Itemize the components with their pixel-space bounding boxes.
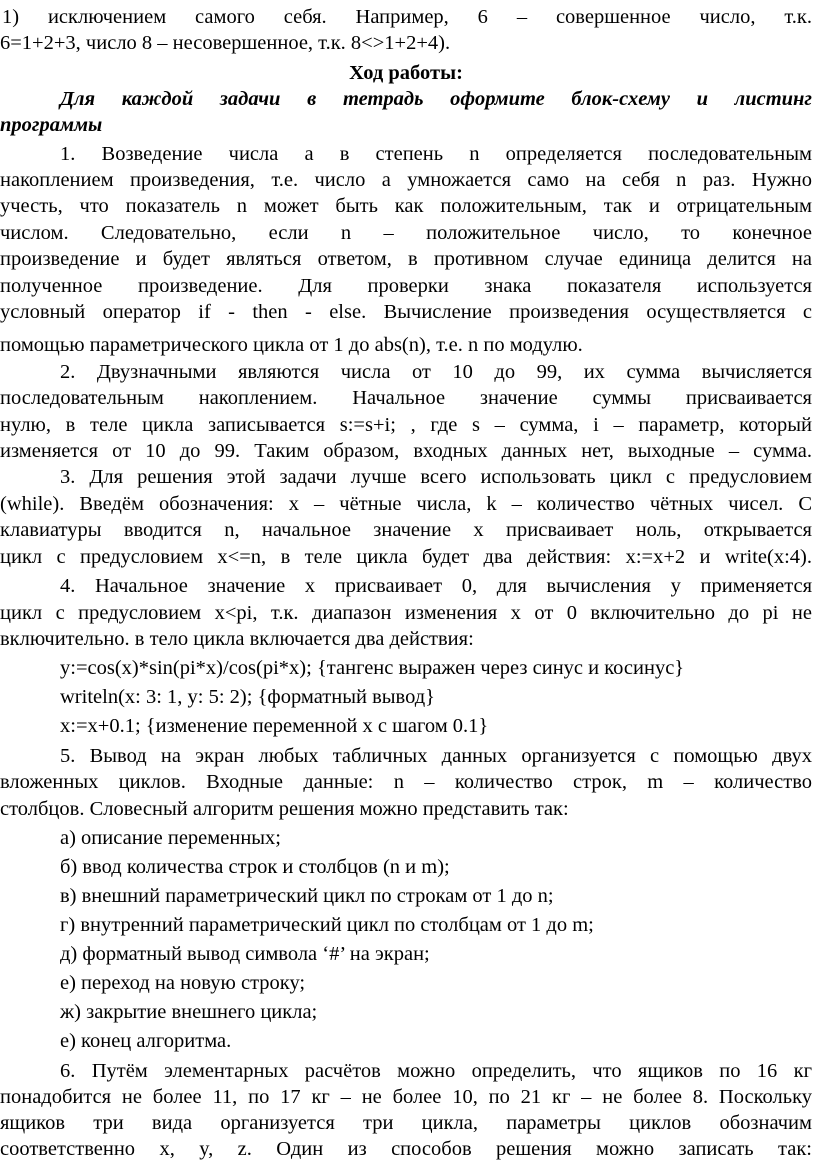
paragraph-4-line: 4. Начальное значение x присваивает 0, для вычисления y применяется	[60, 575, 812, 597]
code-line: writeln(x: 3: 1, y: 5: 2); {форматный вывод}	[60, 686, 436, 708]
paragraph-2-line: 2. Двузначными являются числа от 10 до 99, их сумма вычисляется	[60, 361, 812, 383]
code-line: y:=cos(x)*sin(pi*x)/cos(pi*x); {тангенс выражен через синус и косинус}	[60, 657, 685, 679]
list-item: г) внутренний параметрический цикл по столбцам от 1 до m;	[60, 914, 594, 936]
paragraph-4-line: включительно. в тело цикла включается два действия:	[0, 628, 474, 650]
paragraph-4-line: цикл с предусловием x<pi, т.к. диапазон изменения x от 0 включительно до pi не	[0, 602, 812, 624]
list-item: б) ввод количества строк и столбцов (n и m);	[60, 856, 450, 878]
paragraph-2-line: нулю, в теле цикла записывается s:=s+i; , где s – сумма, i – параметр, который	[0, 414, 812, 436]
list-item: в) внешний параметрический цикл по строкам от 1 до n;	[60, 885, 554, 907]
task-instruction: программы	[0, 114, 103, 136]
list-item: е) конец алгоритма.	[60, 1030, 232, 1052]
paragraph-3-line: 3. Для решения этой задачи лучше всего использовать цикл с предусловием	[60, 466, 812, 488]
paragraph-1-line: 1. Возведение числа a в степень n определяется последовательным	[60, 143, 812, 165]
paragraph-5-line: столбцов. Словесный алгоритм решения можно представить так:	[0, 798, 569, 820]
paragraph-1-line: числом. Следовательно, если n – положительное число, то конечное	[0, 222, 812, 244]
paragraph-5-line: вложенных циклов. Входные данные: n – количество строк, m – количество	[0, 771, 812, 793]
section-heading: Ход работы:	[349, 62, 463, 84]
paragraph-2-line: последовательным накоплением. Начальное значение суммы присваивается	[0, 387, 812, 409]
list-item: а) описание переменных;	[60, 827, 282, 849]
paragraph-1-line: накоплением произведения, т.е. число a умножается само на себя n раз. Нужно	[0, 169, 812, 191]
paragraph-2-line: изменяется от 10 до 99. Таким образом, входных данных нет, выходные – сумма.	[0, 440, 812, 462]
paragraph-6-line: ящиков три вида организуется три цикла, параметры циклов обозначим	[0, 1112, 812, 1134]
code-line: x:=x+0.1; {изменение переменной x с шагом 0.1}	[60, 715, 489, 737]
paragraph-6-line: 6. Путём элементарных расчётов можно определить, что ящиков по 16 кг	[60, 1060, 812, 1082]
text-line: 1) исключением самого себя. Например, 6 – совершенное число, т.к.	[2, 6, 812, 28]
list-item: е) переход на новую строку;	[60, 972, 306, 994]
paragraph-1-line: условный оператор if - then - else. Вычисление произведения осуществляется с	[0, 301, 812, 323]
paragraph-5-line: 5. Вывод на экран любых табличных данных организуется с помощью двух	[60, 745, 812, 767]
paragraph-6-line: соответственно x, y, z. Один из способов решения можно записать так:	[0, 1138, 812, 1160]
paragraph-3-line: цикл с предусловием x<=n, в теле цикла будет два действия: x:=x+2 и write(x:4).	[0, 546, 812, 568]
paragraph-1-line: помощью параметрического цикла от 1 до abs(n), т.е. n по модулю.	[0, 334, 583, 356]
task-instruction: Для каждой задачи в тетрадь оформите блок-схему и листинг	[60, 88, 812, 110]
paragraph-6-line: понадобится не более 11, по 17 кг – не более 10, по 21 кг – не более 8. Поскольку	[0, 1086, 812, 1108]
paragraph-3-line: (while). Введём обозначения: x – чётные числа, k – количество чётных чисел. С	[0, 493, 812, 515]
paragraph-1-line: полученное произведение. Для проверки знака показателя используется	[0, 275, 812, 297]
text-line: 6=1+2+3, число 8 – несовершенное, т.к. 8<>1+2+4).	[0, 32, 451, 54]
list-item: д) форматный вывод символа ‘#’ на экран;	[60, 943, 430, 965]
paragraph-1-line: произведение и будет являться ответом, в противном случае единица делится на	[0, 248, 812, 270]
paragraph-3-line: клавиатуры вводится n, начальное значение x присваивает ноль, открывается	[0, 519, 812, 541]
list-item: ж) закрытие внешнего цикла;	[60, 1001, 318, 1023]
paragraph-1-line: учесть, что показатель n может быть как положительным, так и отрицательным	[0, 195, 812, 217]
